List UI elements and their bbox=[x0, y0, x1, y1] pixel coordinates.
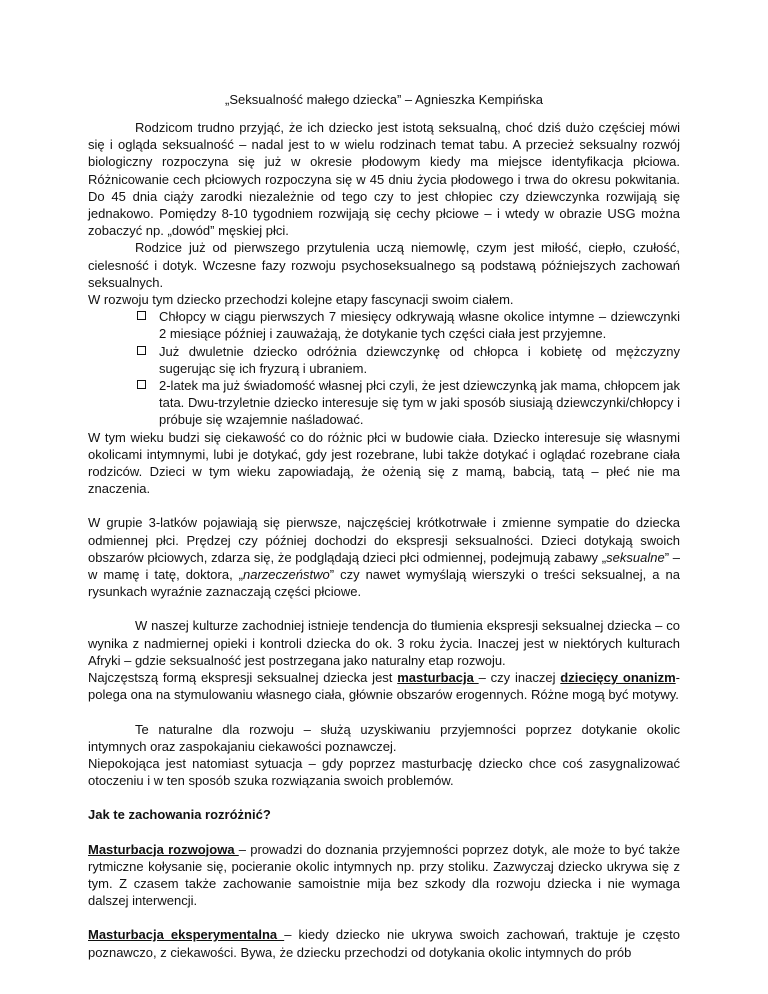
section-heading: Jak te zachowania rozróżnić? bbox=[88, 807, 271, 823]
paragraph-developmental: Masturbacja rozwojowa – prowadzi do doznania przyjemności poprzez dotyk, ale może to być także rytmiczne kołysanie się, pocieranie okolic intymnych np. przy stoliku. Zazwyczaj dziecko ukrywa się z tym. Z czasem także zachowanie samoistnie mija bez szkody dla rozwoju dziecka i nie wymaga dalszej interwencji. bbox=[88, 841, 680, 909]
paragraph-parents: Rodzice już od pierwszego przytulenia uczą niemowlę, czym jest miłość, ciepło, czułość, cielesność i dotyk. Wczesne fazy rozwoju psychoseksualnego są podstawą późniejszych zachowań seksualnych. bbox=[88, 240, 680, 290]
paragraph-curiosity: W tym wieku budzi się ciekawość co do różnic płci w budowie ciała. Dziecko interesuje się własnymi okolicami intymnymi, lubi je dotykać, gdy jest rozebrane, lubi także dotykać i oglądać rozebrane ciała rodziców. Dzieci w tym wieku zapowiadają, że ożenią się z mamą, babcią, tatą – płeć nie ma znaczenia. bbox=[88, 429, 680, 497]
list-item: Już dwuletnie dziecko odróżnia dziewczynkę od chłopca i kobietę od mężczyzny sugerując się ich fryzurą i ubraniem. bbox=[135, 343, 680, 377]
paragraph-stages: W rozwoju tym dziecko przechodzi kolejne etapy fascynacji swoim ciałem. bbox=[88, 292, 514, 308]
paragraph-natural: Te naturalne dla rozwoju – służą uzyskiwaniu przyjemności poprzez dotykanie okolic intymnych oraz zaspokajaniu ciekawości poznawczej. bbox=[88, 721, 680, 754]
list-item: 2-latek ma już świadomość własnej płci czyli, że jest dziewczynką jak mama, chłopcem jak tata. Dwu-trzyletnie dziecko interesuje się tym w jaki sposób siusiają dziewczynki/chłopcy i próbuje się wzajemnie naśladować. bbox=[135, 377, 680, 429]
term-dzieciecy-onanizm: dziecięcy onanizm bbox=[560, 670, 676, 686]
paragraph-intro: Rodzicom trudno przyjąć, że ich dziecko jest istotą seksualną, choć dziś dużo częściej mówi się i ogląda seksualność – nadal jest to w wielu rodzinach temat tabu. A przecież seksualny rozwój biologiczny rozpoczyna się już w okresie płodowym kiedy ma miejsce identyfikacja płciowa. Różnicowanie cech płciowych rozpoczyna się w 45 dniu życia płodowego i trwa do okresu pokwitania. Do 45 dnia ciąży zarodki niezależnie od tego czy to jest chłopiec czy dziewczynka rozwijają się jednakowo. Pomiędzy 8-10 tygodniem rozwijają się cechy płciowe – i wtedy w obrazie USG można zobaczyć np. „dowód” męskiej płci. bbox=[88, 120, 680, 239]
paragraph-culture: W naszej kulturze zachodniej istnieje tendencja do tłumienia ekspresji seksualnej dziecka – co wynika z nadmiernej opieki i kontroli dziecka do ok. 3 roku życia. Inaczej jest w niektórych kulturach Afryki – gdzie seksualność jest postrzegana jako naturalny etap rozwoju. bbox=[88, 618, 680, 668]
term-masturbacja: masturbacja bbox=[397, 670, 479, 686]
checkbox-bullet-icon bbox=[137, 380, 146, 389]
checkbox-bullet-icon bbox=[137, 311, 146, 320]
paragraph-masturbation: Najczęstszą formą ekspresji seksualnej dziecka jest masturbacja – czy inaczej dziecięcy onanizm-polega ona na stymulowaniu własnego ciała, głównie obszarów erogennych. Różne mogą być motywy. bbox=[88, 670, 680, 703]
paragraph-three-year-olds: W grupie 3-latków pojawiają się pierwsze, najczęściej krótkotrwałe i zmienne sympatie do dziecka odmiennej płci. Prędzej czy później dochodzi do ekspresji seksualności. Dzieci dotykają swoich obszarów płciowych, zdarza się, że podglądają dzieci płci odmiennej, podejmują zabawy „seksualne” – w mamę i tatę, doktora, „narzeczeństwo” czy nawet wymyślają wierszyki o treści seksualnej, a na rysunkach wyraźnie zaznaczają części płciowe. bbox=[88, 515, 680, 600]
term-masturbacja-rozwojowa: Masturbacja rozwojowa bbox=[88, 841, 239, 857]
paragraph-experimental: Masturbacja eksperymentalna – kiedy dziecko nie ukrywa swoich zachowań, traktuje je często poznawczo, z ciekawości. Bywa, że dziecku przechodzi od dotykania okolic intymnych do prób bbox=[88, 927, 680, 960]
checkbox-bullet-icon bbox=[137, 346, 146, 355]
document-title: „Seksualność małego dziecka” – Agnieszka Kempińska bbox=[225, 92, 543, 107]
list-item: Chłopcy w ciągu pierwszych 7 miesięcy odkrywają własne okolice intymne – dziewczynki 2 miesiące później i zauważają, że dotykanie tych części ciała jest przyjemne. bbox=[135, 308, 680, 342]
checkbox-bullet-list bbox=[88, 308, 680, 428]
term-masturbacja-eksperymentalna: Masturbacja eksperymentalna bbox=[88, 927, 285, 943]
paragraph-worrying: Niepokojąca jest natomiast sytuacja – gdy poprzez masturbację dziecko chce coś zasygnalizować otoczeniu i w ten sposób szuka rozwiązania swoich problemów. bbox=[88, 755, 680, 789]
